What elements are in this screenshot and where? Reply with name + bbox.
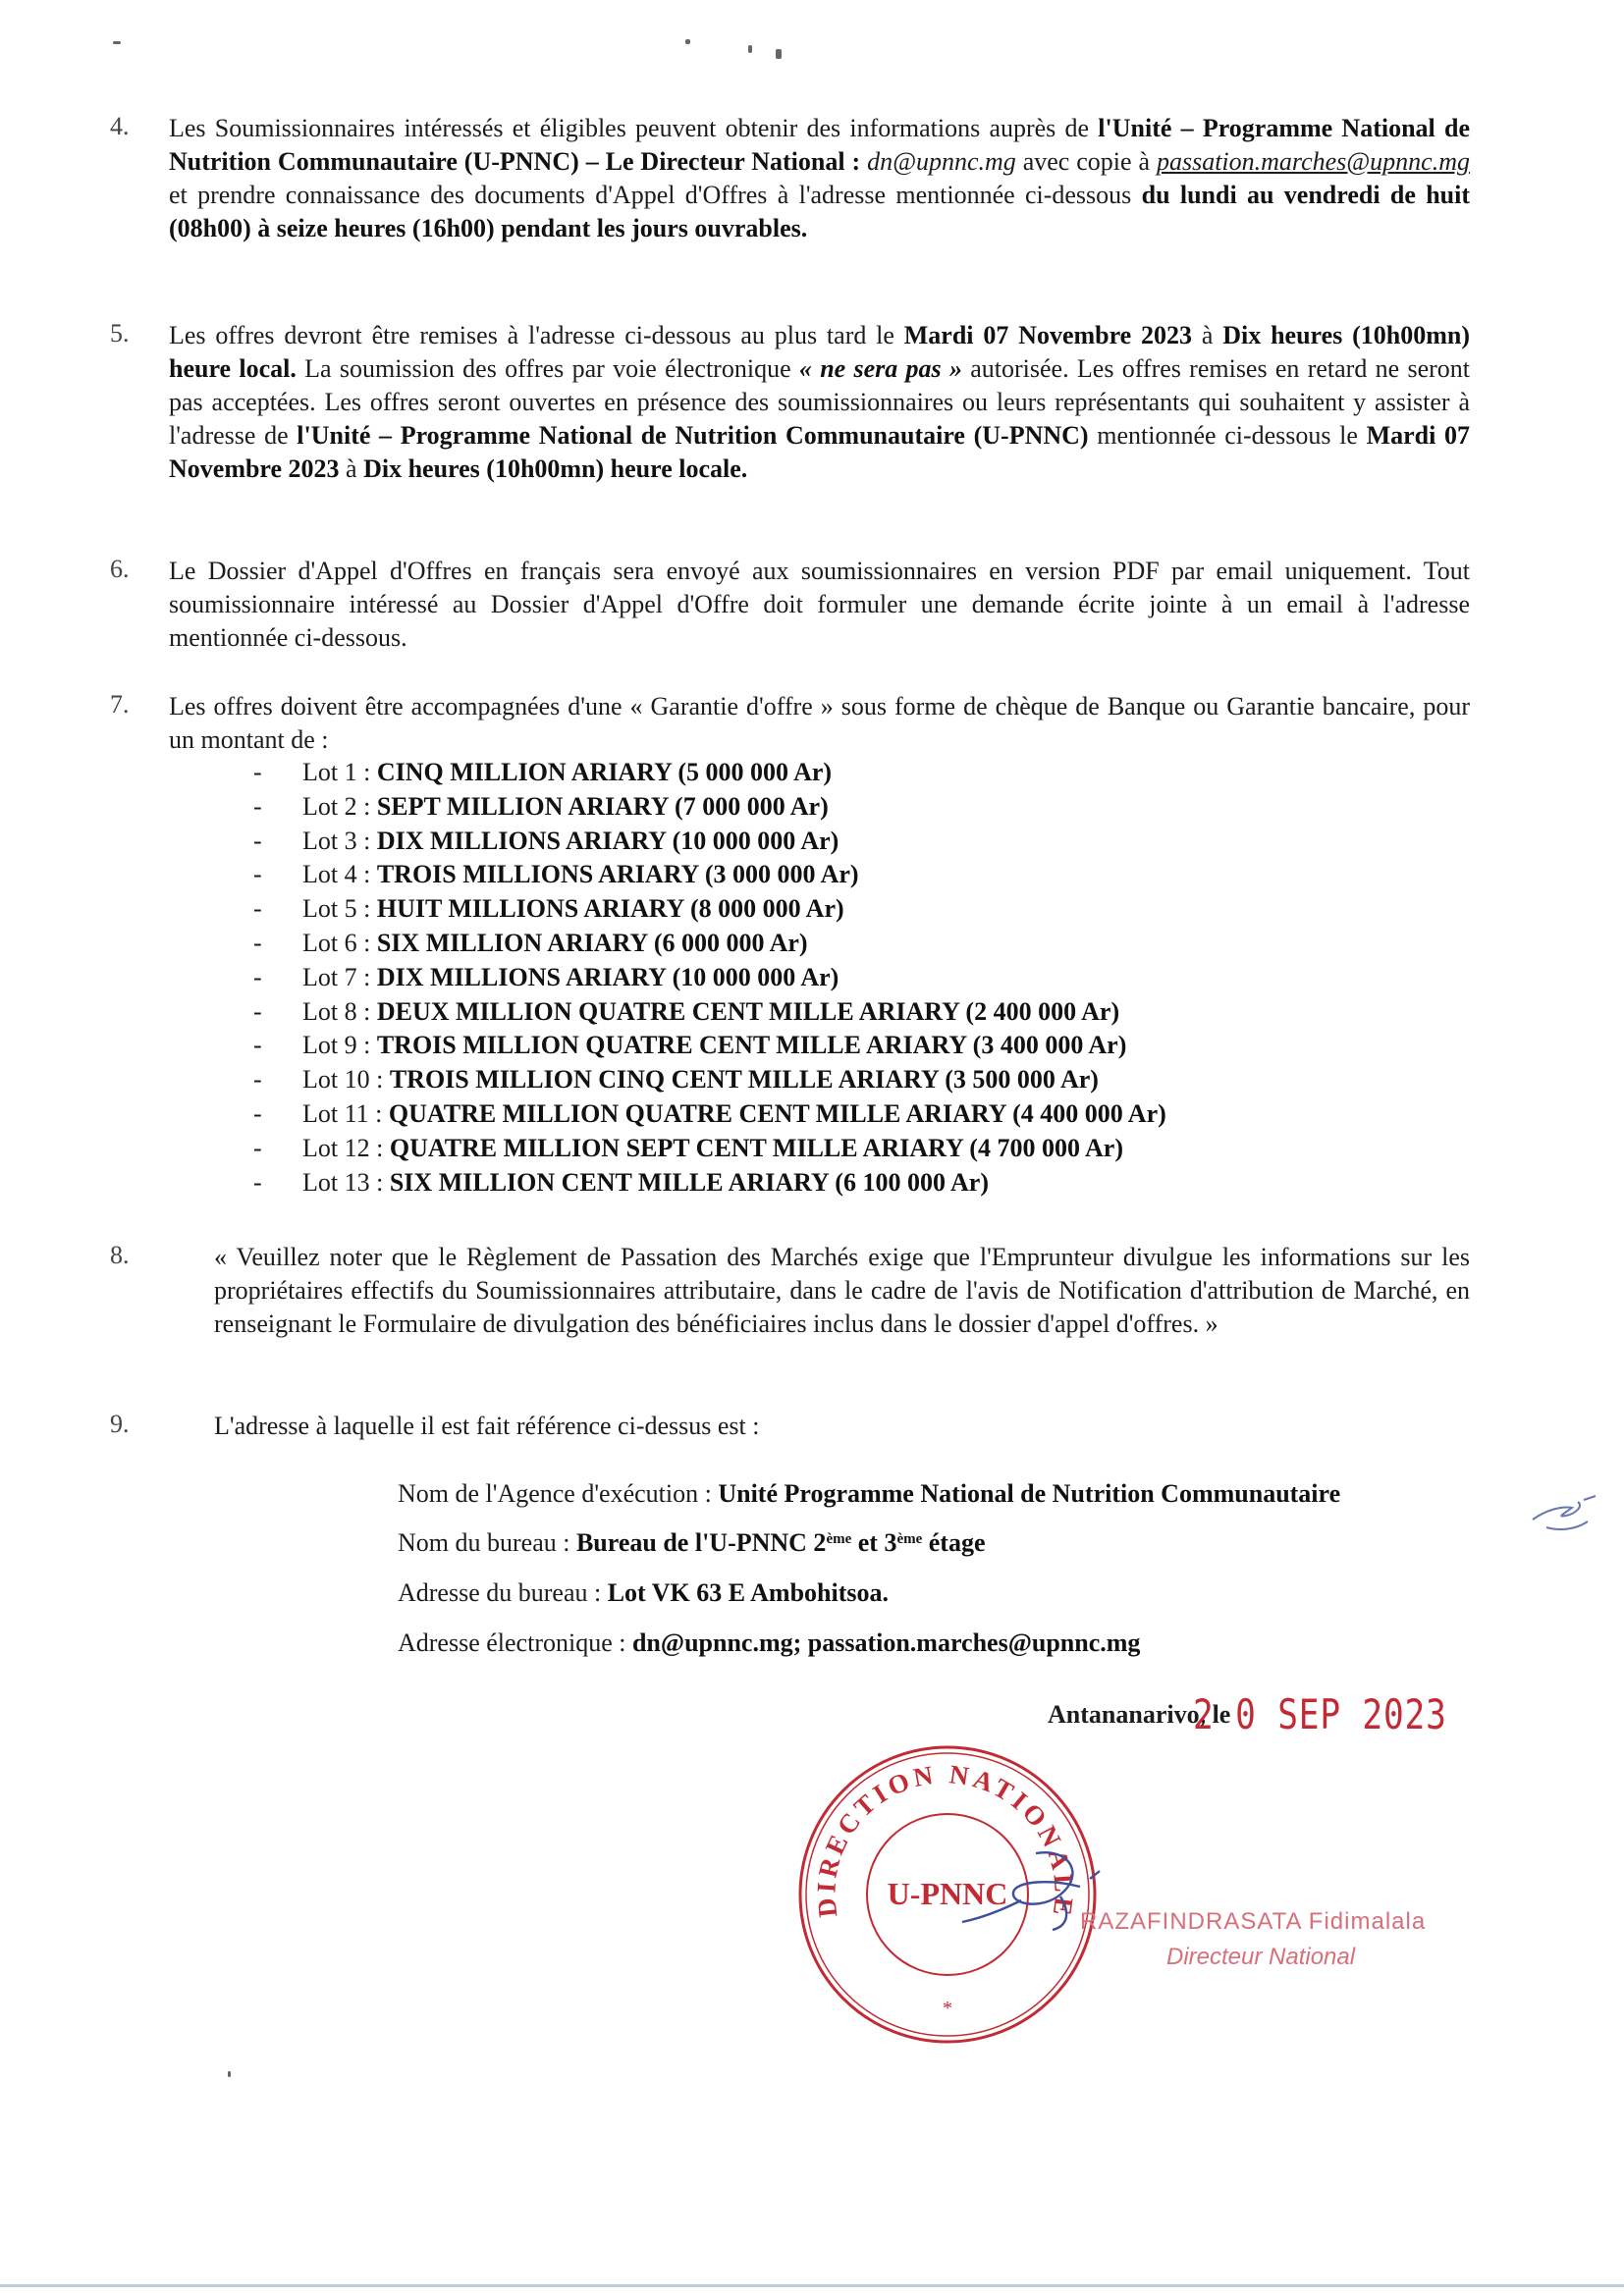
- text-run: autorisée. Les offres remises en retard ne seront pas acceptées. Les offres seront ouvertes en présence des soumissionnaires ou leurs représentants qui souhaitent y assister à l'adresse de: [169, 354, 1470, 450]
- lot-item: - Lot 7 : DIX MILLIONS ARIARY (10 000 000 Ar): [253, 962, 839, 991]
- signatory-title: Directeur National: [1166, 1944, 1356, 1970]
- text-run: Mardi 07 Novembre 2023: [903, 321, 1193, 349]
- lot-item: - Lot 3 : DIX MILLIONS ARIARY (10 000 000 Ar): [253, 826, 839, 855]
- initials-scribble: [1527, 1492, 1605, 1541]
- seal-ring-text: DIRECTION NATIONALE: [811, 1759, 1079, 1921]
- text-run: Dix heures (10h00mn) heure local.: [169, 321, 1471, 383]
- lot-item: - Lot 12 : QUATRE MILLION SEPT CENT MILLE ARIARY (4 700 000 Ar): [253, 1133, 1124, 1162]
- lot-item: - Lot 9 : TROIS MILLION QUATRE CENT MILLE ARIARY (3 400 000 Ar): [253, 1031, 1127, 1060]
- text-run: « ne sera pas »: [798, 354, 962, 383]
- date-stamp: 2 0 SEP 2023: [1193, 1690, 1447, 1738]
- lot-item: - Lot 1 : CINQ MILLION ARIARY (5 000 000 Ar): [253, 758, 833, 786]
- text-run: l'Unité – Programme National de Nutrition Communautaire (U-PNNC) – Le Directeur National :: [169, 114, 1471, 176]
- svg-text:*: *: [943, 1998, 952, 2019]
- text-run: mentionnée ci-dessous le: [1088, 421, 1367, 450]
- text-run: Les offres devront être remises à l'adresse ci-dessous au plus tard le: [169, 321, 904, 349]
- text-run: Les Soumissionnaires intéressés et éligibles peuvent obtenir des informations auprès de: [169, 114, 1099, 142]
- paragraph-item-6: [169, 555, 1470, 655]
- seal-center-text: U-PNNC: [887, 1876, 1008, 1911]
- paragraph-item-8: [214, 1241, 1470, 1341]
- text-run: avec copie à: [1015, 147, 1157, 176]
- paragraph-item-5: [169, 319, 1470, 486]
- address-agency: Nom de l'Agence d'exécution : Unité Programme National de Nutrition Communautaire: [398, 1479, 1341, 1508]
- item-number: 9.: [110, 1410, 130, 1438]
- text-run: L'adresse à laquelle il est fait référence ci-dessus est :: [214, 1412, 760, 1440]
- text-run: La soumission des offres par voie électronique: [296, 354, 799, 383]
- scan-speck: [776, 49, 782, 59]
- lot-guarantee-list: [253, 756, 1166, 1200]
- address-office: Nom du bureau : Bureau de l'U-PNNC 2ème et 3ème étage: [398, 1528, 986, 1557]
- address-email: Adresse électronique : dn@upnnc.mg; passation.marches@upnnc.mg: [398, 1629, 1141, 1657]
- lot-item: - Lot 6 : SIX MILLION ARIARY (6 000 000 Ar): [253, 928, 808, 957]
- lot-item: - Lot 8 : DEUX MILLION QUATRE CENT MILLE ARIARY (2 400 000 Ar): [253, 996, 1120, 1026]
- item-number: 4.: [110, 112, 130, 140]
- paragraph-item-9: [214, 1410, 1470, 1443]
- item-number: 5.: [110, 319, 130, 347]
- lot-item: - Lot 5 : HUIT MILLIONS ARIARY (8 000 000 Ar): [253, 894, 844, 924]
- address-location: Adresse du bureau : Lot VK 63 E Ambohitsoa.: [398, 1578, 890, 1607]
- text-run: passation.marches@upnnc.mg: [1156, 147, 1470, 176]
- lot-item: - Lot 4 : TROIS MILLIONS ARIARY (3 000 000 Ar): [253, 860, 859, 889]
- paragraph-item-7: [169, 690, 1470, 757]
- lot-item: - Lot 2 : SEPT MILLION ARIARY (7 000 000 Ar): [253, 791, 829, 821]
- lot-item: - Lot 13 : SIX MILLION CENT MILLE ARIARY (6 100 000 Ar): [253, 1167, 989, 1197]
- text-run: « Veuillez noter que le Règlement de Passation des Marchés exige que l'Emprunteur divulgue les informations sur les propriétaires effectifs du Soumissionnaires attributaire, dans le cadre de l'avis de Notification d'attribution de Marché, en renseignant le Formulaire de divulgation des bénéficiaires inclus dans le dossier d'appel d'offres. »: [214, 1243, 1470, 1338]
- scan-speck: [685, 39, 690, 44]
- scan-speck: [228, 2071, 231, 2077]
- text-run: l'Unité – Programme National de Nutrition Communautaire (U-PNNC): [297, 421, 1089, 450]
- scan-speck: [113, 41, 121, 44]
- item-number: 6.: [110, 555, 130, 583]
- text-run: à: [339, 454, 364, 483]
- text-run: à: [1192, 321, 1223, 349]
- lot-item: - Lot 11 : QUATRE MILLION QUATRE CENT MILLE ARIARY (4 400 000 Ar): [253, 1098, 1166, 1128]
- text-run: du lundi au vendredi de huit (08h00) à seize heures (16h00) pendant les jours ouvrables.: [169, 181, 1470, 242]
- text-run: et prendre connaissance des documents d'Appel d'Offres à l'adresse mentionnée ci-dessous: [169, 181, 1142, 209]
- text-run: Mardi 07 Novembre 2023: [169, 421, 1471, 483]
- scan-speck: [748, 45, 752, 53]
- item-number: 7.: [110, 690, 130, 719]
- paragraph-item-4: [169, 112, 1470, 245]
- signatory-name: RAZAFINDRASATA Fidimalala: [1080, 1908, 1427, 1935]
- text-run: dn@upnnc.mg: [867, 147, 1016, 176]
- lot-item: - Lot 10 : TROIS MILLION CINQ CENT MILLE ARIARY (3 500 000 Ar): [253, 1065, 1099, 1095]
- text-run: Les offres doivent être accompagnées d'une « Garantie d'offre » sous forme de chèque de Banque ou Garantie bancaire, pour un montant de :: [169, 692, 1470, 754]
- text-run: Le Dossier d'Appel d'Offres en français sera envoyé aux soumissionnaires en version PDF par email uniquement. Tout soumissionnaire intéressé au Dossier d'Appel d'Offre doit formuler une demande écrite jointe à un email à l'adresse mentionnée ci-dessous.: [169, 557, 1470, 652]
- scan-edge-line: [0, 2284, 1624, 2287]
- item-number: 8.: [110, 1241, 130, 1269]
- text-run: Dix heures (10h00mn) heure locale.: [363, 454, 748, 483]
- place-date-label: Antananarivo, le: [1048, 1700, 1231, 1729]
